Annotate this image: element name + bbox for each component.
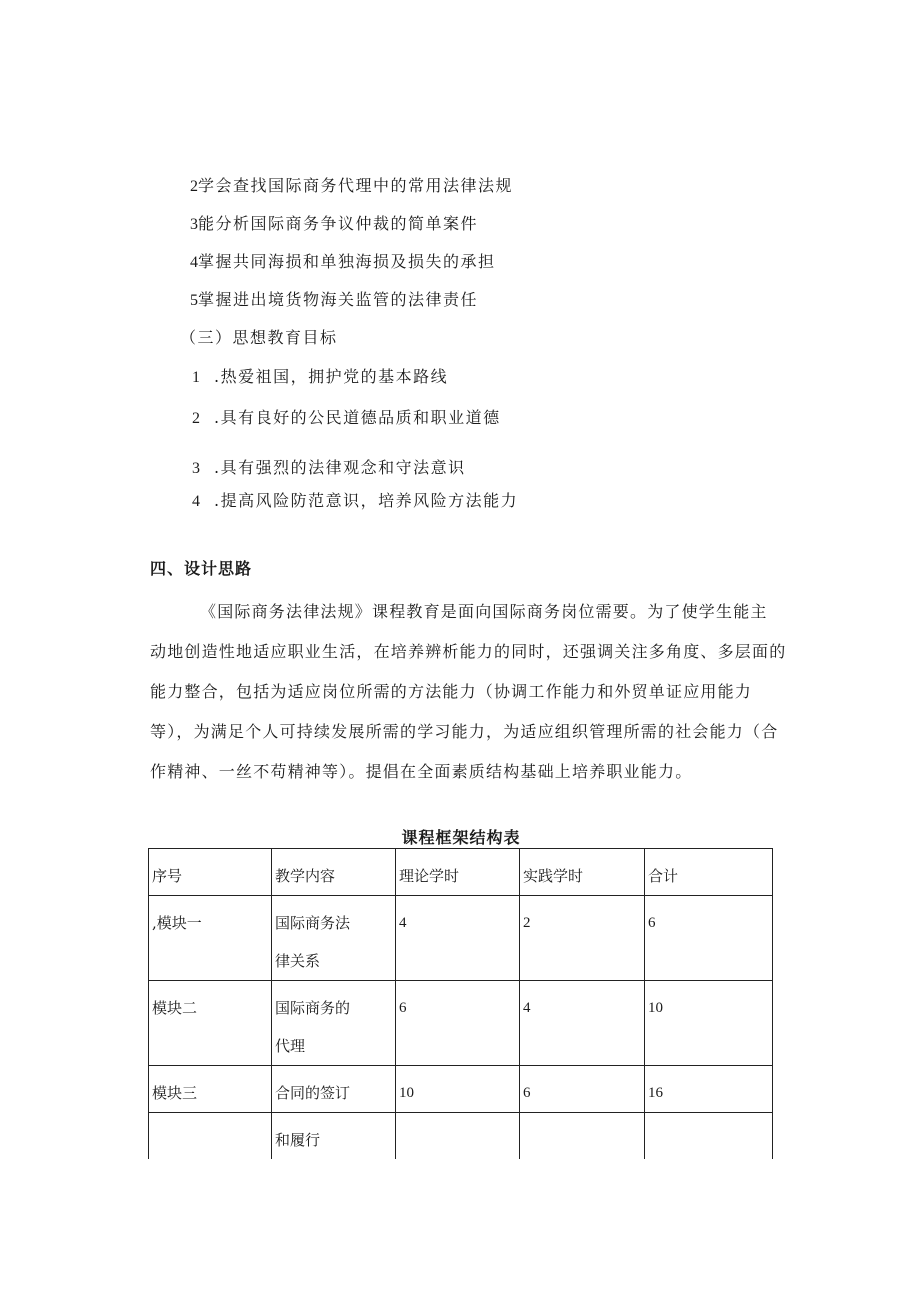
moral-number: 3 [192,460,200,477]
goal-text: 能分析国际商务争议仲裁的简单案件 [198,214,479,233]
moral-heading: （三）思想教育目标 [180,328,338,347]
goal-number: 5 [190,292,198,309]
header-cell: 合计 [645,849,773,896]
table-row-continued [149,1113,773,1160]
content-cell: 和履行 [272,1113,396,1160]
total-cell: 16 [645,1066,773,1113]
paragraph-line: 动地创造性地适应职业生活，在培养辨析能力的同时，还强调关注多角度、多层面的 [150,642,787,661]
table-row [149,1066,773,1113]
table-row [149,981,773,1066]
total-cell: 10 [645,981,773,1066]
practice-cell: 2 [520,896,645,981]
goal-item [190,249,496,272]
goal-number: 4 [190,254,198,271]
seq-cell [149,1113,272,1160]
section-heading: 四、设计思路 [150,559,253,578]
moral-number: 4 [192,493,200,510]
table-row [149,896,773,981]
moral-item [192,455,466,478]
header-cell: 实践学时 [520,849,645,896]
seq-cell: ,模块一 [149,896,272,981]
goal-number: 3 [190,216,198,233]
practice-cell: 6 [520,1066,645,1113]
paragraph-line: 能力整合，包括为适应岗位所需的方法能力（协调工作能力和外贸单证应用能力 [150,682,753,701]
content-line: 国际商务的 [275,999,351,1017]
seq-cell: 模块二 [149,981,272,1066]
content-cell: 合同的签订 [272,1066,396,1113]
theory-cell: 4 [396,896,520,981]
moral-item [192,488,518,511]
goal-text: 掌握进出境货物海关监管的法律责任 [198,290,479,309]
goal-text: 学会查找国际商务代理中的常用法律法规 [198,176,514,195]
moral-text: .热爱祖国，拥护党的基本路线 [214,367,449,386]
moral-number: 2 [192,410,200,427]
goal-item [190,287,478,310]
total-cell: 6 [645,896,773,981]
theory-cell: 10 [396,1066,520,1113]
content-line: 律关系 [275,952,321,970]
content-cell [272,896,396,981]
header-cell: 序号 [149,849,272,896]
practice-cell: 4 [520,981,645,1066]
seq-cell: 模块三 [149,1066,272,1113]
theory-cell: 6 [396,981,520,1066]
total-cell [645,1113,773,1160]
paragraph-line: 作精神、一丝不苟精神等）。提倡在全面素质结构基础上培养职业能力。 [150,762,693,781]
moral-number: 1 [192,369,200,386]
goal-item [190,173,513,196]
header-cell: 理论学时 [396,849,520,896]
content-cell [272,981,396,1066]
design-paragraph [150,592,787,792]
paragraph-line: 《国际商务法律法规》课程教育是面向国际商务岗位需要。为了使学生能主 [200,602,768,621]
paragraph-line: 等），为满足个人可持续发展所需的学习能力，为适应组织管理所需的社会能力（合 [150,722,779,741]
header-cell: 教学内容 [272,849,396,896]
content-line: 国际商务法 [275,914,351,932]
theory-cell [396,1113,520,1160]
goal-text: 掌握共同海损和单独海损及损失的承担 [198,252,496,271]
content-line: 代理 [275,1037,306,1055]
table-header-row [149,849,773,896]
moral-item [192,364,448,387]
goal-number: 2 [190,178,198,195]
table-title: 课程框架结构表 [401,828,521,847]
moral-text: .具有强烈的法律观念和守法意识 [214,458,466,477]
practice-cell [520,1113,645,1160]
course-framework-table [148,848,773,1159]
moral-item [192,405,501,428]
moral-text: .具有良好的公民道德品质和职业道德 [214,408,501,427]
goal-item [190,211,478,234]
moral-text: .提高风险防范意识，培养风险方法能力 [214,491,519,510]
